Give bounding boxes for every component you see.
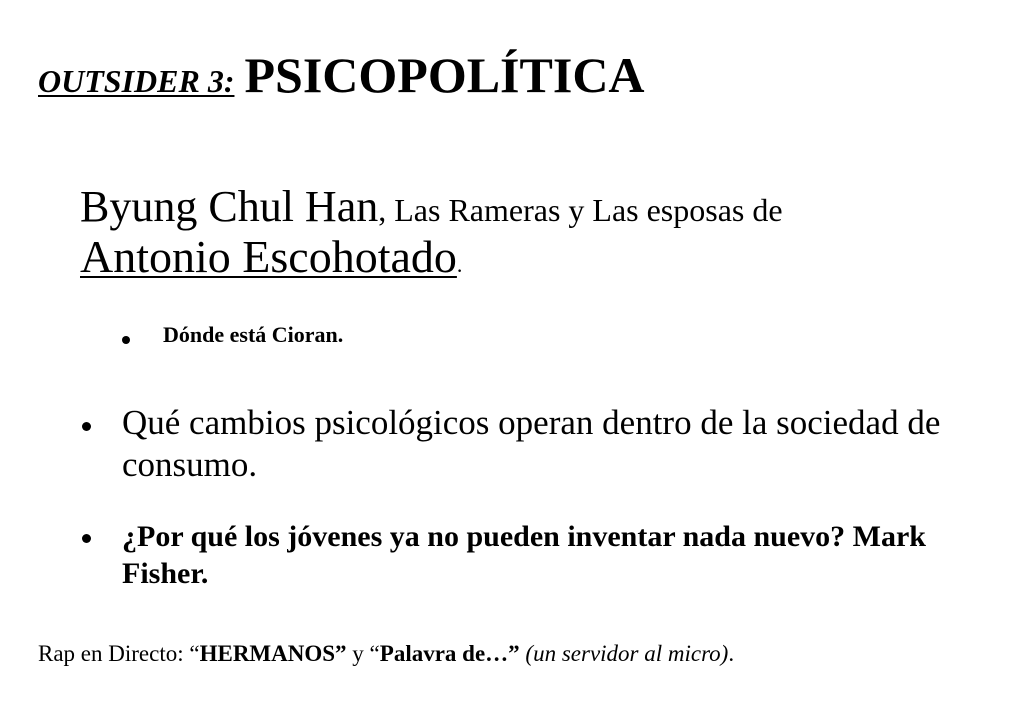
intro-text: , Las Rameras y Las esposas de	[378, 192, 783, 228]
footer-end: .	[728, 641, 735, 666]
footer-quote-open-1: “	[189, 641, 200, 666]
title-prefix: OUTSIDER 3:	[38, 63, 235, 99]
author-byung-chul-han: Byung Chul Han	[80, 182, 379, 231]
footer-song-1: HERMANOS”	[199, 641, 347, 666]
intro-period: .	[456, 252, 463, 278]
document-title	[38, 46, 645, 104]
list-item-text: Dónde está Cioran.	[163, 322, 344, 347]
footer-quote-open-2: “	[369, 641, 380, 666]
intro-line-1	[80, 182, 980, 231]
bullet-icon	[122, 336, 130, 344]
footer-song-2: Palavra de…”	[379, 641, 520, 666]
bullet-icon	[82, 422, 91, 431]
list-item-text: ¿Por qué los jóvenes ya no pueden inventar nada nuevo? Mark Fisher.	[122, 520, 926, 590]
bullet-icon	[82, 534, 91, 543]
footer-connector: y	[346, 641, 370, 666]
list-item-text: Qué cambios psicológicos operan dentro de la sociedad de consumo.	[122, 403, 941, 484]
intro-paragraph	[80, 182, 980, 283]
footer-lead: Rap en Directo:	[38, 641, 190, 666]
author-antonio-escohotado: Antonio Escohotado	[80, 231, 457, 283]
footer-line	[38, 641, 734, 667]
title-main: PSICOPOLÍTICA	[244, 47, 645, 103]
intro-line-2	[80, 231, 980, 283]
footer-note: (un servidor al micro)	[525, 641, 729, 666]
